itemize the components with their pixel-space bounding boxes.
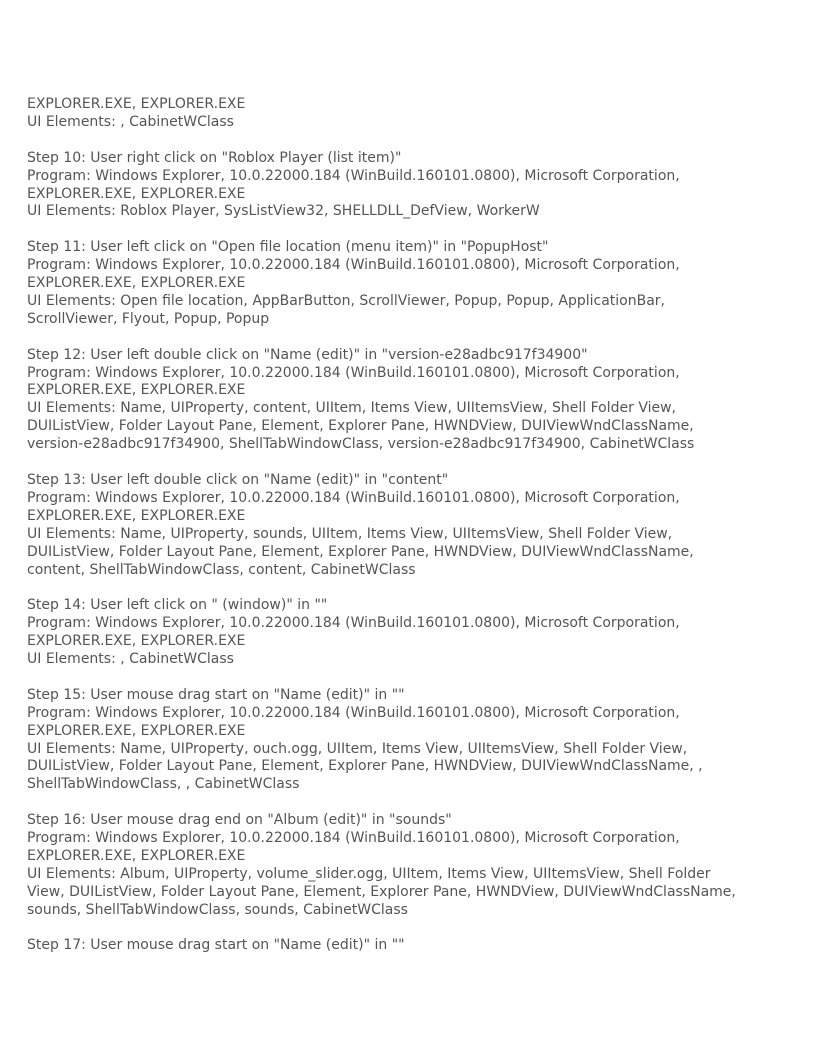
text-line: EXPLORER.EXE, EXPLORER.EXE (27, 847, 246, 864)
text-line: sounds, ShellTabWindowClass, sounds, CabinetWClass (27, 901, 408, 918)
text-line: DUIListView, Folder Layout Pane, Element, Explorer Pane, HWNDView, DUIViewWndClassName, (27, 418, 694, 435)
step-heading: Step 17: User mouse drag start on "Name (edit)" in "" (27, 937, 405, 954)
text-line: Program: Windows Explorer, 10.0.22000.184 (WinBuild.160101.0800), Microsoft Corporation, (27, 167, 680, 184)
text-line: Program: Windows Explorer, 10.0.22000.184 (WinBuild.160101.0800), Microsoft Corporation, (27, 364, 680, 381)
step-12 (27, 347, 797, 454)
step-heading: Step 15: User mouse drag start on "Name (edit)" in "" (27, 686, 405, 703)
text-line: UI Elements: Roblox Player, SysListView32, SHELLDLL_DefView, WorkerW (27, 203, 540, 220)
text-line: Program: Windows Explorer, 10.0.22000.184 (WinBuild.160101.0800), Microsoft Corporation, (27, 257, 680, 274)
text-line: EXPLORER.EXE, EXPLORER.EXE (27, 275, 246, 292)
step-heading: Step 14: User left click on " (window)" in "" (27, 597, 328, 614)
text-line: version-e28adbc917f34900, ShellTabWindowClass, version-e28adbc917f34900, CabinetWClass (27, 436, 695, 453)
text-line: ScrollViewer, Flyout, Popup, Popup (27, 310, 270, 327)
text-line: UI Elements: Name, UIProperty, content, UIItem, Items View, UIItemsView, Shell Folder View, (27, 400, 677, 417)
step-16 (27, 812, 797, 919)
text-line: EXPLORER.EXE, EXPLORER.EXE (27, 722, 246, 739)
text-line: EXPLORER.EXE, EXPLORER.EXE (27, 96, 246, 112)
text-line: EXPLORER.EXE, EXPLORER.EXE (27, 507, 246, 524)
step-11 (27, 239, 797, 329)
step-15 (27, 687, 797, 794)
step-heading: Step 12: User left double click on "Name (edit)" in "version-e28adbc917f34900" (27, 346, 588, 363)
text-line: UI Elements: Open file location, AppBarButton, ScrollViewer, Popup, Popup, ApplicationBar, (27, 292, 665, 309)
step-14 (27, 597, 797, 669)
step-heading: Step 13: User left double click on "Name (edit)" in "content" (27, 471, 449, 488)
text-line: UI Elements: Album, UIProperty, volume_slider.ogg, UIItem, Items View, UIItemsView, Shell Folder (27, 865, 711, 882)
text-line: UI Elements: , CabinetWClass (27, 651, 234, 668)
text-line: UI Elements: , CabinetWClass (27, 113, 234, 130)
text-line: Program: Windows Explorer, 10.0.22000.184 (WinBuild.160101.0800), Microsoft Corporation, (27, 489, 680, 506)
text-line: Program: Windows Explorer, 10.0.22000.184 (WinBuild.160101.0800), Microsoft Corporation, (27, 704, 680, 721)
step-9-continued (27, 96, 797, 132)
step-10 (27, 150, 797, 222)
text-line: EXPLORER.EXE, EXPLORER.EXE (27, 633, 246, 650)
document-page (27, 96, 797, 973)
text-line: DUIListView, Folder Layout Pane, Element, Explorer Pane, HWNDView, DUIViewWndClassName, , (27, 758, 703, 775)
text-line: Program: Windows Explorer, 10.0.22000.184 (WinBuild.160101.0800), Microsoft Corporation, (27, 615, 680, 632)
text-line: content, ShellTabWindowClass, content, CabinetWClass (27, 561, 416, 578)
step-heading: Step 10: User right click on "Roblox Player (list item)" (27, 149, 402, 166)
text-line: DUIListView, Folder Layout Pane, Element, Explorer Pane, HWNDView, DUIViewWndClassName, (27, 543, 694, 560)
step-13 (27, 472, 797, 579)
text-line: EXPLORER.EXE, EXPLORER.EXE (27, 382, 246, 399)
text-line: View, DUIListView, Folder Layout Pane, Element, Explorer Pane, HWNDView, DUIViewWndClassName, (27, 883, 736, 900)
text-line: UI Elements: Name, UIProperty, sounds, UIItem, Items View, UIItemsView, Shell Folder View, (27, 525, 673, 542)
step-heading: Step 11: User left click on "Open file location (menu item)" in "PopupHost" (27, 239, 549, 256)
text-line: ShellTabWindowClass, , CabinetWClass (27, 776, 300, 793)
text-line: Program: Windows Explorer, 10.0.22000.184 (WinBuild.160101.0800), Microsoft Corporation, (27, 830, 680, 847)
text-line: EXPLORER.EXE, EXPLORER.EXE (27, 185, 246, 202)
step-heading: Step 16: User mouse drag end on "Album (edit)" in "sounds" (27, 812, 452, 829)
step-17 (27, 937, 797, 955)
text-line: UI Elements: Name, UIProperty, ouch.ogg, UIItem, Items View, UIItemsView, Shell Folder View, (27, 740, 688, 757)
